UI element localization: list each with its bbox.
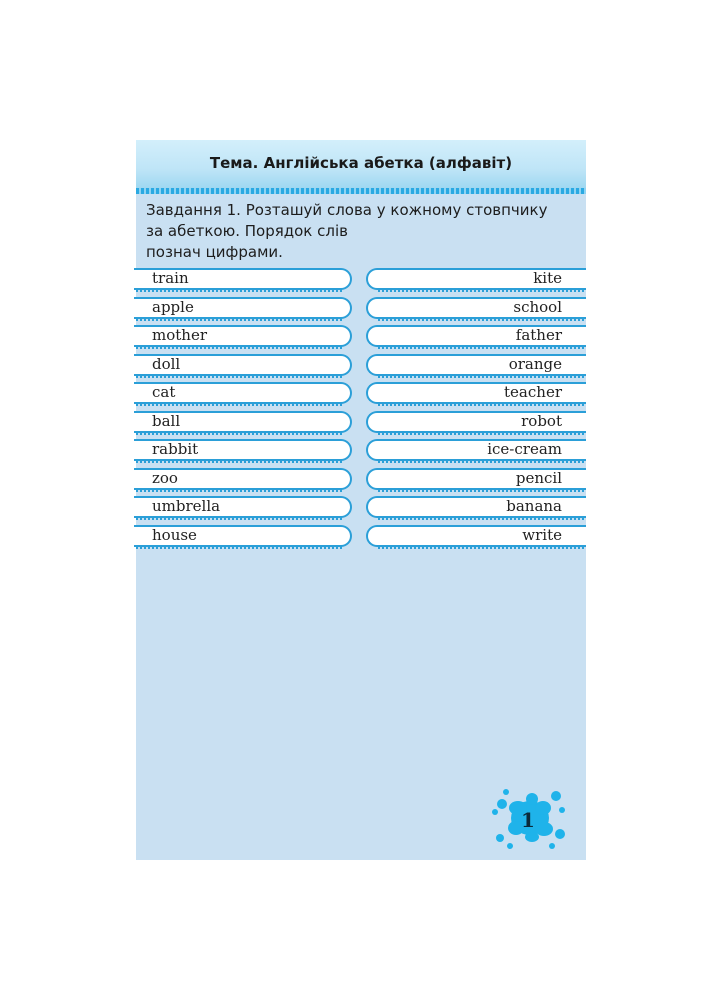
word-row[interactable] [136,323,354,352]
word-label: ball [152,411,181,430]
dotted-edge [378,288,586,292]
dotted-edge [136,488,342,492]
word-label: doll [152,354,181,373]
dotted-edge [136,345,342,349]
dotted-edge [136,459,342,463]
dotted-edge [378,317,586,321]
dotted-edge [378,488,586,492]
word-label: robot [521,411,562,430]
word-row[interactable] [136,352,354,381]
dotted-edge [378,545,586,549]
word-row[interactable] [366,409,584,438]
dotted-edge [136,402,342,406]
word-label: umbrella [152,497,221,515]
right-word-column [366,266,584,551]
word-label: ice-cream [487,440,562,458]
word-label: orange [508,354,562,373]
word-label: zoo [152,468,178,487]
word-row[interactable] [366,323,584,352]
word-row[interactable] [366,523,584,552]
dotted-edge [378,516,586,520]
word-label: train [152,269,189,287]
topic-title: Тема. Англійська абетка (алфавіт) [209,154,513,172]
dotted-edge [136,374,342,378]
left-word-column [136,266,354,551]
word-row[interactable] [366,295,584,324]
word-label: cat [152,383,176,401]
dotted-edge [136,516,342,520]
word-row[interactable] [136,466,354,495]
word-label: pencil [515,468,562,487]
word-row[interactable] [366,437,584,466]
task-instructions [146,200,566,263]
page-number: 1 [521,808,535,832]
dotted-edge [136,545,342,549]
dotted-edge [136,431,342,435]
word-label: rabbit [152,440,199,458]
word-label: apple [152,297,194,316]
word-label: kite [533,269,562,287]
word-label: write [522,525,562,544]
dotted-edge [378,345,586,349]
word-row[interactable] [136,437,354,466]
word-row[interactable] [366,380,584,409]
word-label: banana [506,497,562,515]
word-label: teacher [504,383,562,401]
word-row[interactable] [136,494,354,523]
word-row[interactable] [136,523,354,552]
task-line-3: познач цифрами. [146,243,283,261]
word-label: school [513,297,562,316]
word-row[interactable] [366,466,584,495]
word-label: mother [152,326,207,344]
word-row[interactable] [136,266,354,295]
dotted-edge [378,402,586,406]
task-line-2: за абеткою. Порядок слів [146,222,348,240]
word-row[interactable] [136,380,354,409]
dotted-edge [378,374,586,378]
dotted-edge [136,288,342,292]
word-row[interactable] [136,295,354,324]
word-row[interactable] [366,266,584,295]
word-row[interactable] [366,352,584,381]
task-line-1: Завдання 1. Розташуй слова у кожному стовпчику [146,201,548,219]
word-row[interactable] [366,494,584,523]
worksheet-page [136,140,586,860]
header-bar [136,140,586,188]
word-label: house [152,525,197,544]
word-row[interactable] [136,409,354,438]
word-label: father [515,326,562,344]
dotted-edge [378,431,586,435]
header-stripe [136,188,586,194]
dotted-edge [136,317,342,321]
dotted-edge [378,459,586,463]
